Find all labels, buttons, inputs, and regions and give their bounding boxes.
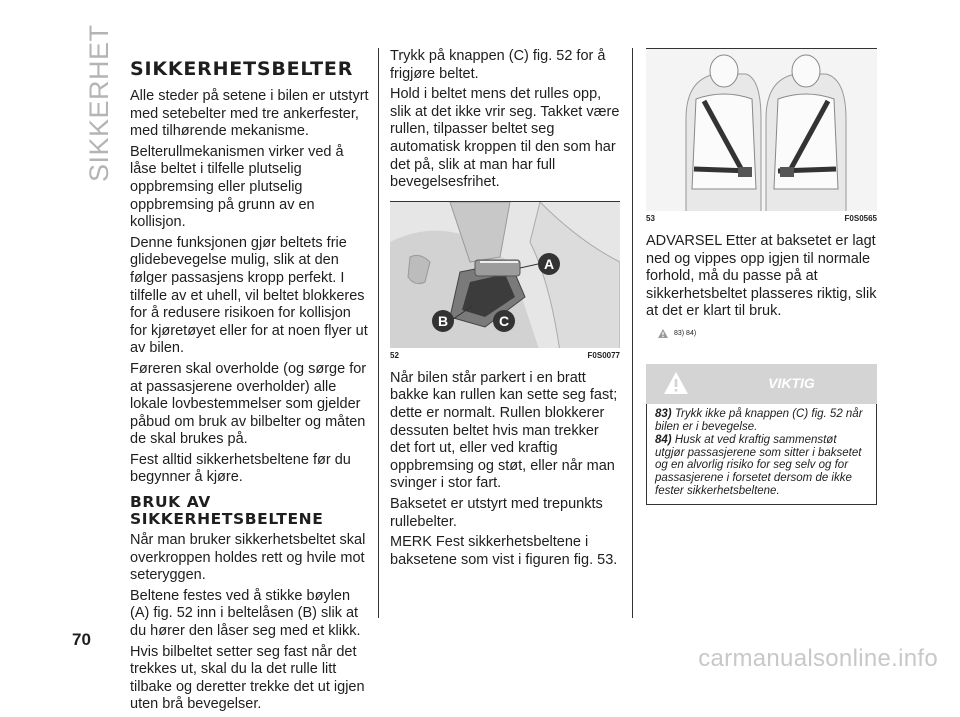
figure-number: 53 [646,214,655,223]
warning-box-header [646,364,877,404]
callout-c: C [493,310,515,332]
figure-number: 52 [390,350,399,360]
warning-number: 83) [655,407,672,420]
paragraph: Hold i beltet mens det rulles opp, slik at det ikke vrir seg. Takket være rullen, tilpasser beltet seg automatisk kroppen til den som har det på, slik at man har full bevegelsesfrihet. [390,86,620,191]
figure-53-image [646,48,877,211]
section-heading: SIKKERHETSBELTER [130,58,354,80]
watermark: carmanualsonline.info [698,645,938,672]
paragraph: Trykk på knappen (C) fig. 52 for å frigjøre beltet. [390,48,606,82]
paragraph: ADVARSEL Etter at baksetet er lagt ned og vippes opp igjen til normale forhold, må du passe på at sikkerhetsbeltet plasseres riktig, slik at det er klart til bruk. [646,233,877,320]
paragraph: Denne funksjonen gjør beltets frie glidebevegelse mulig, slik at den følger passasjens kropp perfekt. I tilfelle av et uhell, vil beltet blokkeres for å redusere risikoen for kollisjon for kjøretøyet eller for at noen flyer ut av bilen. [130,234,368,357]
paragraph: Beltene festes ved å stikke bøylen (A) fig. 52 inn i beltelåsen (B) slik at du hører den låser seg med et klikk. [130,587,361,640]
paragraph: Når bilen står parkert i en bratt bakke kan rullen kan sette seg fast; dette er normalt. Rullen blokkerer dessuten beltet hvis man trekker det fort ut, eller ved kraftig oppbremsing og støt, eller når man svinger i stor fart. [390,369,618,492]
paragraph: Føreren skal overholde (og sørge for at passasjerene overholder) alle lokale lovbestemmelser som gjelder påbud om bruk av bilbelter og måten de skal brukes på. [130,360,367,448]
callout-b: B [432,310,454,332]
warning-number: 84) [655,434,672,447]
figure-52-image [390,201,620,348]
section-side-title: SIKKERHET [84,24,114,182]
paragraph: Fest alltid sikkerhetsbeltene før du begynner å kjøre. [130,451,351,486]
warning-text: Husk at ved kraftig sammenstøt utgjør passasjerene som sitter i baksetet og en alvorlig risiko for seg selv og for passasjerene i forsetet dersom de ikke fester sikkerhetsbeltene. [655,434,862,497]
subsection-heading [130,494,370,528]
column-left [130,58,370,717]
column-middle [390,48,620,572]
figure-code: F0S0565 [844,214,877,223]
warning-item [655,434,868,497]
column-divider [378,48,379,618]
paragraph: Baksetet er utstyrt med trepunkts rullebelter. [390,495,603,530]
paragraph: Belterullmekanismen virker ved å låse beltet i tilfelle plutselig oppbremsing eller plutselig oppbremsing på grunn av en kollisjon. [130,143,344,231]
paragraph: Alle steder på setene i bilen er utstyrt med setebelter med tre ankerfester, med tilhørende mekanisme. [130,88,369,140]
rear-seat-belts-illustration [646,49,877,211]
figure-52-caption [390,351,620,360]
callout-a: A [538,253,560,275]
paragraph: Når man bruker sikkerhetsbeltet skal overkroppen holdes rett og hvile mot seteryggen. [130,532,366,584]
paragraph: MERK Fest sikkerhetsbeltene i baksetene som vist i figuren fig. 53. [390,534,618,568]
warning-triangle-icon [658,329,668,338]
column-divider [632,48,633,618]
column-right [646,48,877,505]
reference-numbers: 83) 84) [674,329,697,337]
warning-item [655,408,868,433]
page-number: 70 [72,630,91,649]
warning-references [658,329,877,338]
warning-title: VIKTIG [768,374,815,391]
subsection-heading-line2: SIKKERHETSBELTENE [130,510,324,529]
paragraph: Hvis bilbeltet setter seg fast når det trekkes ut, skal du la det rulle litt tilbake og deretter trekke det ut igjen uten brå bevegelser. [130,643,365,713]
figure-code: F0S0077 [587,350,620,360]
warning-box-body [646,404,877,505]
figure-53-caption [646,214,877,223]
subsection-heading-line1: BRUK AV [130,493,211,512]
warning-text: Trykk ikke på knappen (C) fig. 52 når bilen er i bevegelse. [655,407,863,433]
